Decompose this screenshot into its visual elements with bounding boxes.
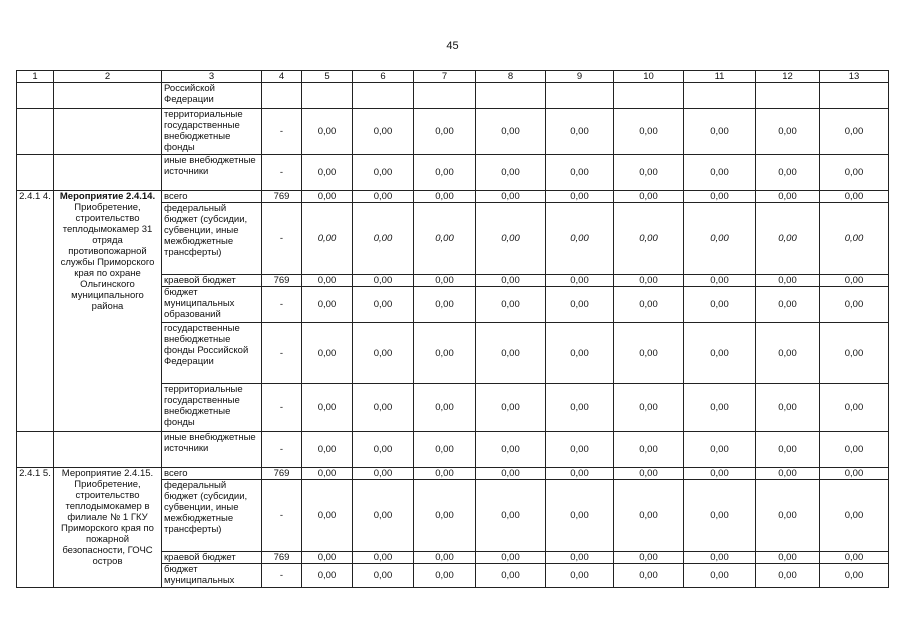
value-cell: 0,00	[302, 480, 353, 552]
value-cell: 0,00	[820, 384, 889, 432]
value-cell: 0,00	[614, 564, 684, 588]
value-cell: 0,00	[684, 468, 756, 480]
header-row	[17, 71, 889, 83]
value-cell: 0,00	[756, 552, 820, 564]
column-header: 4	[262, 71, 302, 83]
table-row	[17, 155, 889, 191]
value-cell: 0,00	[614, 287, 684, 323]
value-cell: 0,00	[476, 203, 546, 275]
value-cell: 0,00	[353, 109, 414, 155]
measure-description	[54, 83, 162, 109]
value-cell: 0,00	[684, 384, 756, 432]
table-body	[17, 83, 889, 588]
value-cell: 0,00	[546, 203, 614, 275]
value-cell: 0,00	[614, 275, 684, 287]
value-cell: 0,00	[820, 564, 889, 588]
item-number	[17, 432, 54, 468]
value-cell	[684, 83, 756, 109]
value-cell: 0,00	[820, 468, 889, 480]
value-cell: 0,00	[820, 480, 889, 552]
value-cell: 0,00	[476, 432, 546, 468]
value-cell: 0,00	[684, 323, 756, 384]
measure-description	[54, 432, 162, 468]
value-cell: 0,00	[820, 109, 889, 155]
value-cell: 0,00	[756, 109, 820, 155]
value-cell: 0,00	[476, 155, 546, 191]
value-cell: 0,00	[414, 203, 476, 275]
value-cell: 0,00	[414, 109, 476, 155]
value-cell	[302, 83, 353, 109]
value-cell	[756, 83, 820, 109]
code-cell: 769	[262, 468, 302, 480]
value-cell: 0,00	[414, 323, 476, 384]
funding-source: краевой бюджет	[162, 552, 262, 564]
value-cell: 0,00	[546, 564, 614, 588]
value-cell: 0,00	[476, 564, 546, 588]
value-cell: 0,00	[614, 468, 684, 480]
value-cell: 0,00	[353, 191, 414, 203]
code-cell	[262, 83, 302, 109]
value-cell: 0,00	[476, 552, 546, 564]
value-cell	[414, 83, 476, 109]
value-cell: 0,00	[614, 191, 684, 203]
funding-source: федеральный бюджет (субсидии, субвенции, иные межбюджетные трансферты)	[162, 203, 262, 275]
table-row	[17, 83, 889, 109]
value-cell: 0,00	[756, 468, 820, 480]
value-cell: 0,00	[614, 552, 684, 564]
value-cell: 0,00	[414, 191, 476, 203]
funding-source: территориальные государственные внебюджетные фонды	[162, 109, 262, 155]
value-cell: 0,00	[820, 287, 889, 323]
value-cell: 0,00	[820, 323, 889, 384]
column-header: 1	[17, 71, 54, 83]
value-cell: 0,00	[302, 275, 353, 287]
value-cell: 0,00	[353, 432, 414, 468]
funding-source: всего	[162, 468, 262, 480]
value-cell: 0,00	[684, 191, 756, 203]
measure-title: Мероприятие 2.4.14.	[59, 191, 156, 202]
column-header: 11	[684, 71, 756, 83]
value-cell: 0,00	[820, 155, 889, 191]
value-cell: 0,00	[353, 155, 414, 191]
value-cell: 0,00	[756, 155, 820, 191]
value-cell: 0,00	[614, 384, 684, 432]
value-cell: 0,00	[476, 323, 546, 384]
column-header: 8	[476, 71, 546, 83]
value-cell: 0,00	[756, 275, 820, 287]
value-cell: 0,00	[353, 323, 414, 384]
value-cell	[476, 83, 546, 109]
value-cell: 0,00	[353, 287, 414, 323]
value-cell	[353, 83, 414, 109]
value-cell: 0,00	[476, 109, 546, 155]
value-cell: 0,00	[684, 275, 756, 287]
value-cell: 0,00	[414, 480, 476, 552]
column-header: 2	[54, 71, 162, 83]
value-cell: 0,00	[476, 191, 546, 203]
funding-source: краевой бюджет	[162, 275, 262, 287]
value-cell: 0,00	[546, 480, 614, 552]
item-number	[17, 155, 54, 191]
code-cell: 769	[262, 275, 302, 287]
value-cell: 0,00	[820, 432, 889, 468]
value-cell: 0,00	[302, 191, 353, 203]
value-cell: 0,00	[353, 275, 414, 287]
value-cell: 0,00	[614, 155, 684, 191]
code-cell: -	[262, 203, 302, 275]
value-cell: 0,00	[614, 323, 684, 384]
page-number: 45	[446, 40, 459, 52]
funding-source: территориальные государственные внебюджетные фонды	[162, 384, 262, 432]
value-cell: 0,00	[684, 109, 756, 155]
code-cell: -	[262, 155, 302, 191]
measure-description	[54, 109, 162, 155]
measure-text: Приобретение, строительство теплодымокамер 31 отряда противопожарной службы Приморского края по охране Ольгинского муниципального района	[60, 202, 155, 312]
value-cell: 0,00	[684, 564, 756, 588]
value-cell: 0,00	[546, 432, 614, 468]
value-cell: 0,00	[302, 552, 353, 564]
value-cell: 0,00	[614, 109, 684, 155]
funding-source: бюджет муниципальных образований	[162, 287, 262, 323]
value-cell: 0,00	[476, 468, 546, 480]
value-cell: 0,00	[614, 203, 684, 275]
value-cell: 0,00	[414, 275, 476, 287]
funding-source: федеральный бюджет (субсидии, субвенции, иные межбюджетные трансферты)	[162, 480, 262, 552]
value-cell: 0,00	[756, 384, 820, 432]
value-cell	[820, 83, 889, 109]
value-cell: 0,00	[546, 552, 614, 564]
column-header: 10	[614, 71, 684, 83]
value-cell: 0,00	[302, 323, 353, 384]
column-header: 9	[546, 71, 614, 83]
value-cell: 0,00	[684, 480, 756, 552]
column-header: 5	[302, 71, 353, 83]
code-cell: 769	[262, 191, 302, 203]
value-cell: 0,00	[756, 203, 820, 275]
funding-source: иные внебюджетные источники	[162, 155, 262, 191]
value-cell: 0,00	[414, 552, 476, 564]
value-cell: 0,00	[414, 432, 476, 468]
item-number	[17, 83, 54, 109]
value-cell: 0,00	[756, 432, 820, 468]
value-cell: 0,00	[302, 287, 353, 323]
value-cell: 0,00	[414, 155, 476, 191]
value-cell: 0,00	[476, 384, 546, 432]
column-header: 13	[820, 71, 889, 83]
value-cell: 0,00	[546, 191, 614, 203]
budget-table	[16, 70, 889, 588]
value-cell: 0,00	[353, 552, 414, 564]
value-cell: 0,00	[302, 109, 353, 155]
value-cell: 0,00	[546, 323, 614, 384]
value-cell: 0,00	[684, 552, 756, 564]
value-cell: 0,00	[353, 203, 414, 275]
value-cell: 0,00	[756, 480, 820, 552]
funding-source: иные внебюджетные источники	[162, 432, 262, 468]
table-row	[17, 191, 889, 203]
measure-description	[54, 191, 162, 432]
column-header: 6	[353, 71, 414, 83]
value-cell: 0,00	[353, 384, 414, 432]
value-cell: 0,00	[353, 480, 414, 552]
value-cell: 0,00	[476, 480, 546, 552]
value-cell: 0,00	[684, 155, 756, 191]
funding-source: Российской Федерации	[162, 83, 262, 109]
value-cell	[546, 83, 614, 109]
value-cell: 0,00	[684, 287, 756, 323]
funding-source: государственные внебюджетные фонды Российской Федерации	[162, 323, 262, 384]
item-number: 2.4.1 4.	[17, 191, 54, 432]
value-cell: 0,00	[820, 191, 889, 203]
value-cell: 0,00	[414, 384, 476, 432]
code-cell: -	[262, 109, 302, 155]
value-cell: 0,00	[302, 155, 353, 191]
measure-description	[54, 468, 162, 588]
value-cell: 0,00	[684, 432, 756, 468]
measure-text: Мероприятие 2.4.15. Приобретение, строительство теплодымокамер в филиале № 1 ГКУ Приморского края по пожарной безопасности, ГОЧС остров	[61, 468, 154, 567]
column-header: 7	[414, 71, 476, 83]
code-cell: -	[262, 480, 302, 552]
code-cell: 769	[262, 552, 302, 564]
value-cell: 0,00	[546, 275, 614, 287]
table-row	[17, 432, 889, 468]
value-cell: 0,00	[414, 468, 476, 480]
item-number: 2.4.1 5.	[17, 468, 54, 588]
code-cell: -	[262, 564, 302, 588]
code-cell: -	[262, 287, 302, 323]
value-cell: 0,00	[476, 287, 546, 323]
code-cell: -	[262, 384, 302, 432]
table-row	[17, 109, 889, 155]
value-cell: 0,00	[353, 564, 414, 588]
value-cell: 0,00	[302, 468, 353, 480]
value-cell: 0,00	[414, 287, 476, 323]
item-number	[17, 109, 54, 155]
value-cell: 0,00	[756, 564, 820, 588]
value-cell: 0,00	[414, 564, 476, 588]
value-cell: 0,00	[546, 155, 614, 191]
funding-source: бюджет муниципальных	[162, 564, 262, 588]
value-cell: 0,00	[820, 203, 889, 275]
value-cell: 0,00	[756, 323, 820, 384]
code-cell: -	[262, 323, 302, 384]
table-row	[17, 468, 889, 480]
value-cell: 0,00	[820, 275, 889, 287]
value-cell: 0,00	[546, 109, 614, 155]
value-cell: 0,00	[546, 287, 614, 323]
value-cell: 0,00	[353, 468, 414, 480]
value-cell: 0,00	[302, 564, 353, 588]
value-cell: 0,00	[302, 384, 353, 432]
funding-source: всего	[162, 191, 262, 203]
value-cell: 0,00	[302, 203, 353, 275]
value-cell: 0,00	[756, 287, 820, 323]
value-cell: 0,00	[302, 432, 353, 468]
column-header: 12	[756, 71, 820, 83]
value-cell: 0,00	[546, 468, 614, 480]
value-cell: 0,00	[476, 275, 546, 287]
measure-description	[54, 155, 162, 191]
column-header: 3	[162, 71, 262, 83]
value-cell: 0,00	[756, 191, 820, 203]
value-cell: 0,00	[820, 552, 889, 564]
value-cell: 0,00	[614, 432, 684, 468]
value-cell: 0,00	[546, 384, 614, 432]
value-cell	[614, 83, 684, 109]
code-cell: -	[262, 432, 302, 468]
value-cell: 0,00	[614, 480, 684, 552]
value-cell: 0,00	[684, 203, 756, 275]
